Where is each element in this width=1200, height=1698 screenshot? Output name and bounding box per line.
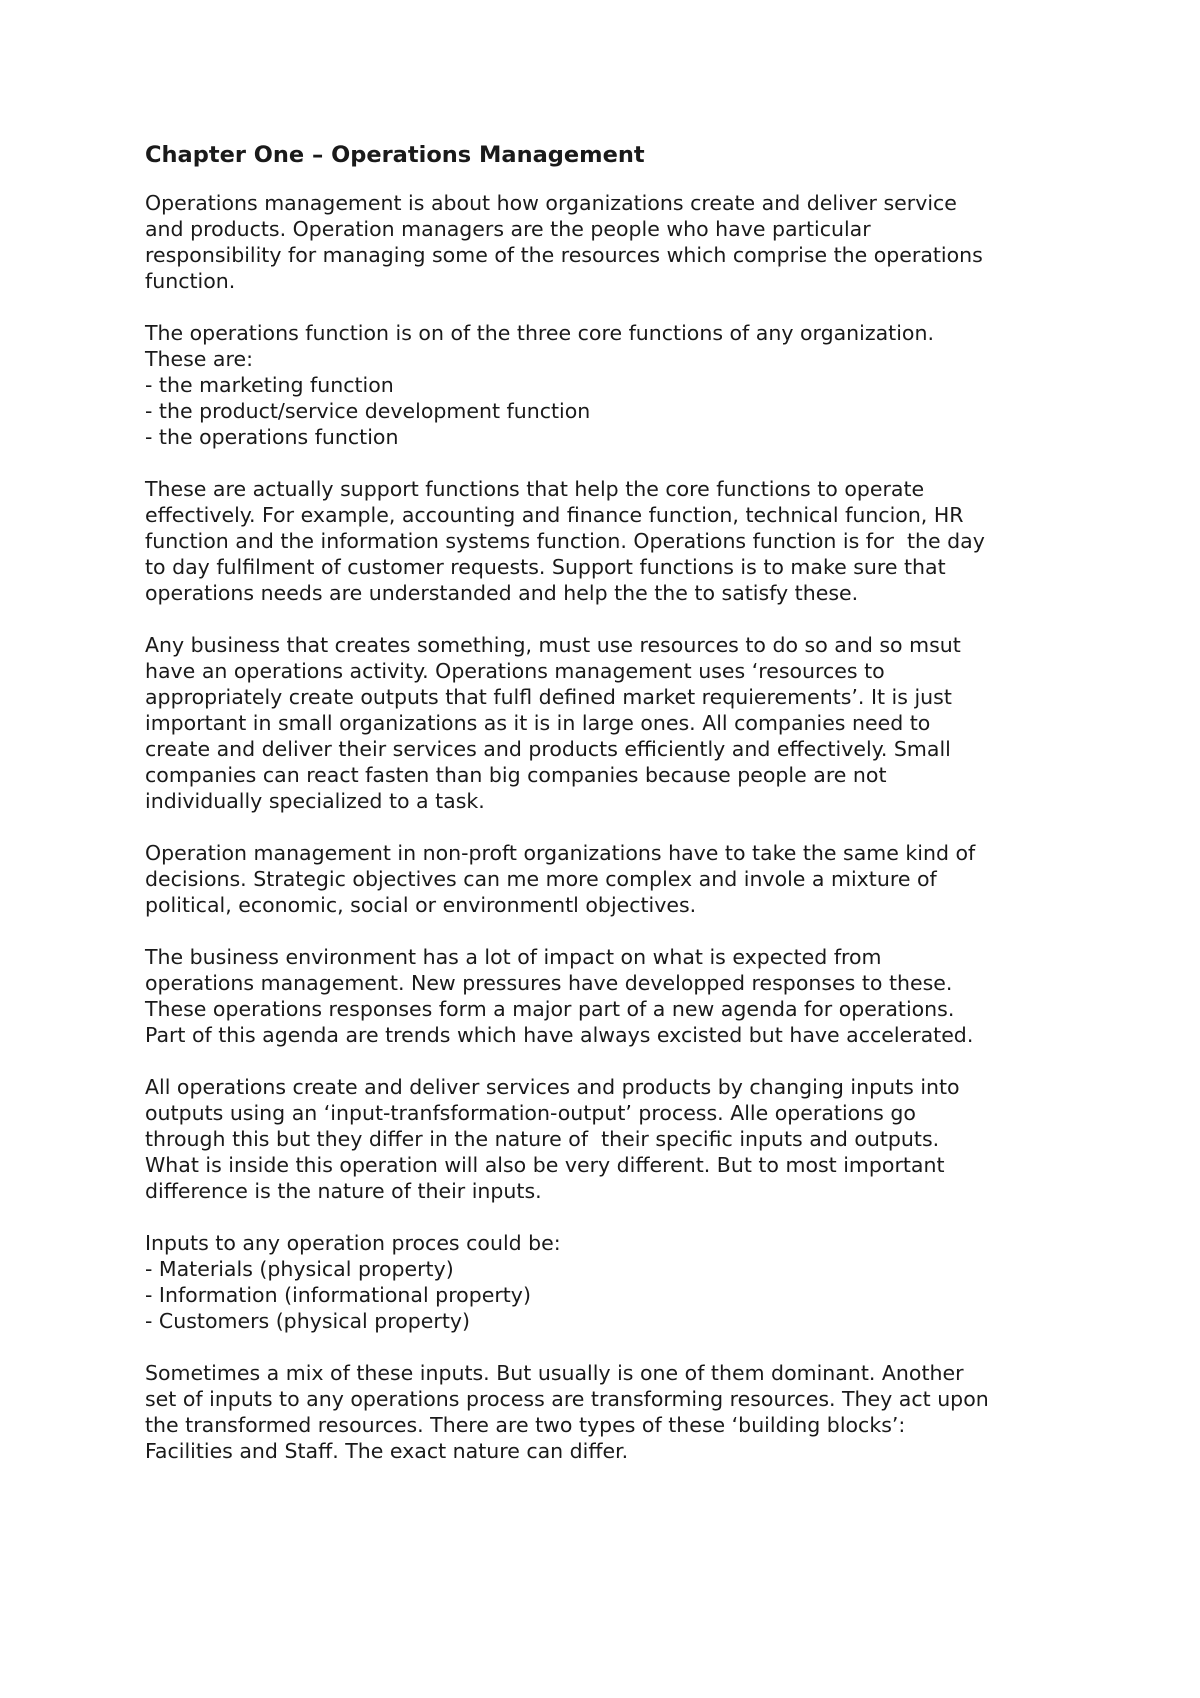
- text-line: outputs using an ‘input-tranfsformation-output’ process. Alle operations go: [145, 1101, 916, 1125]
- text-line: operations management. New pressures have developped responses to these.: [145, 971, 953, 995]
- paragraph-9: [145, 1360, 1075, 1464]
- text-line: responsibility for managing some of the resources which comprise the operations: [145, 243, 983, 267]
- text-line: through this but they differ in the nature of their specific inputs and outputs.: [145, 1127, 940, 1151]
- paragraph-8: [145, 1230, 1075, 1334]
- text-line: decisions. Strategic objectives can me more complex and invole a mixture of: [145, 867, 937, 891]
- list-item: - Customers (physical property): [145, 1309, 470, 1333]
- text-line: individually specialized to a task.: [145, 789, 485, 813]
- text-line: and products. Operation managers are the people who have particular: [145, 217, 871, 241]
- text-line: function and the information systems function. Operations function is for the day: [145, 529, 985, 553]
- chapter-title: Chapter One – Operations Management: [145, 142, 645, 168]
- text-line: important in small organizations as it is in large ones. All companies need to: [145, 711, 931, 735]
- text-line: have an operations activity. Operations management uses ‘resources to: [145, 659, 885, 683]
- paragraph-7: [145, 1074, 1075, 1204]
- text-line: political, economic, social or environmentl objectives.: [145, 893, 697, 917]
- text-line: operations needs are understanded and help the the to satisfy these.: [145, 581, 859, 605]
- text-line: difference is the nature of their inputs.: [145, 1179, 542, 1203]
- text-line: The operations function is on of the three core functions of any organization.: [145, 321, 934, 345]
- text-line: These are actually support functions that help the core functions to operate: [145, 477, 925, 501]
- text-line: Any business that creates something, must use resources to do so and so msut: [145, 633, 961, 657]
- text-line: companies can react fasten than big companies because people are not: [145, 763, 887, 787]
- text-line: set of inputs to any operations process are transforming resources. They act upon: [145, 1387, 989, 1411]
- text-line: All operations create and deliver services and products by changing inputs into: [145, 1075, 960, 1099]
- document-page: [145, 140, 1075, 1490]
- text-line: The business environment has a lot of impact on what is expected from: [145, 945, 882, 969]
- text-line: function.: [145, 269, 236, 293]
- text-line: the transformed resources. There are two types of these ‘building blocks’:: [145, 1413, 906, 1437]
- text-line: These operations responses form a major part of a new agenda for operations.: [145, 997, 955, 1021]
- list-item: - Information (informational property): [145, 1283, 531, 1307]
- paragraph-5: [145, 840, 1075, 918]
- text-line: Sometimes a mix of these inputs. But usually is one of them dominant. Another: [145, 1361, 964, 1385]
- text-line: Facilities and Staff. The exact nature can differ.: [145, 1439, 629, 1463]
- list-item: - the product/service development function: [145, 399, 591, 423]
- text-line: Part of this agenda are trends which have always excisted but have accelerated.: [145, 1023, 974, 1047]
- text-line: What is inside this operation will also be very different. But to most important: [145, 1153, 945, 1177]
- paragraph-3: [145, 476, 1075, 606]
- paragraph-4: [145, 632, 1075, 814]
- list-item: - the marketing function: [145, 373, 394, 397]
- text-line: Operation management in non-proft organizations have to take the same kind of: [145, 841, 976, 865]
- text-line: appropriately create outputs that fulfl defined market requierements’. It is just: [145, 685, 952, 709]
- text-line: Inputs to any operation proces could be:: [145, 1231, 561, 1255]
- text-line: effectively. For example, accounting and finance function, technical funcion, HR: [145, 503, 964, 527]
- text-line: These are:: [145, 347, 253, 371]
- paragraph-6: [145, 944, 1075, 1048]
- paragraph-2: [145, 320, 1075, 450]
- list-item: - the operations function: [145, 425, 399, 449]
- paragraph-1: [145, 190, 1075, 294]
- list-item: - Materials (physical property): [145, 1257, 454, 1281]
- text-line: to day fulfilment of customer requests. Support functions is to make sure that: [145, 555, 946, 579]
- text-line: Operations management is about how organizations create and deliver service: [145, 191, 957, 215]
- text-line: create and deliver their services and products efficiently and effectively. Small: [145, 737, 951, 761]
